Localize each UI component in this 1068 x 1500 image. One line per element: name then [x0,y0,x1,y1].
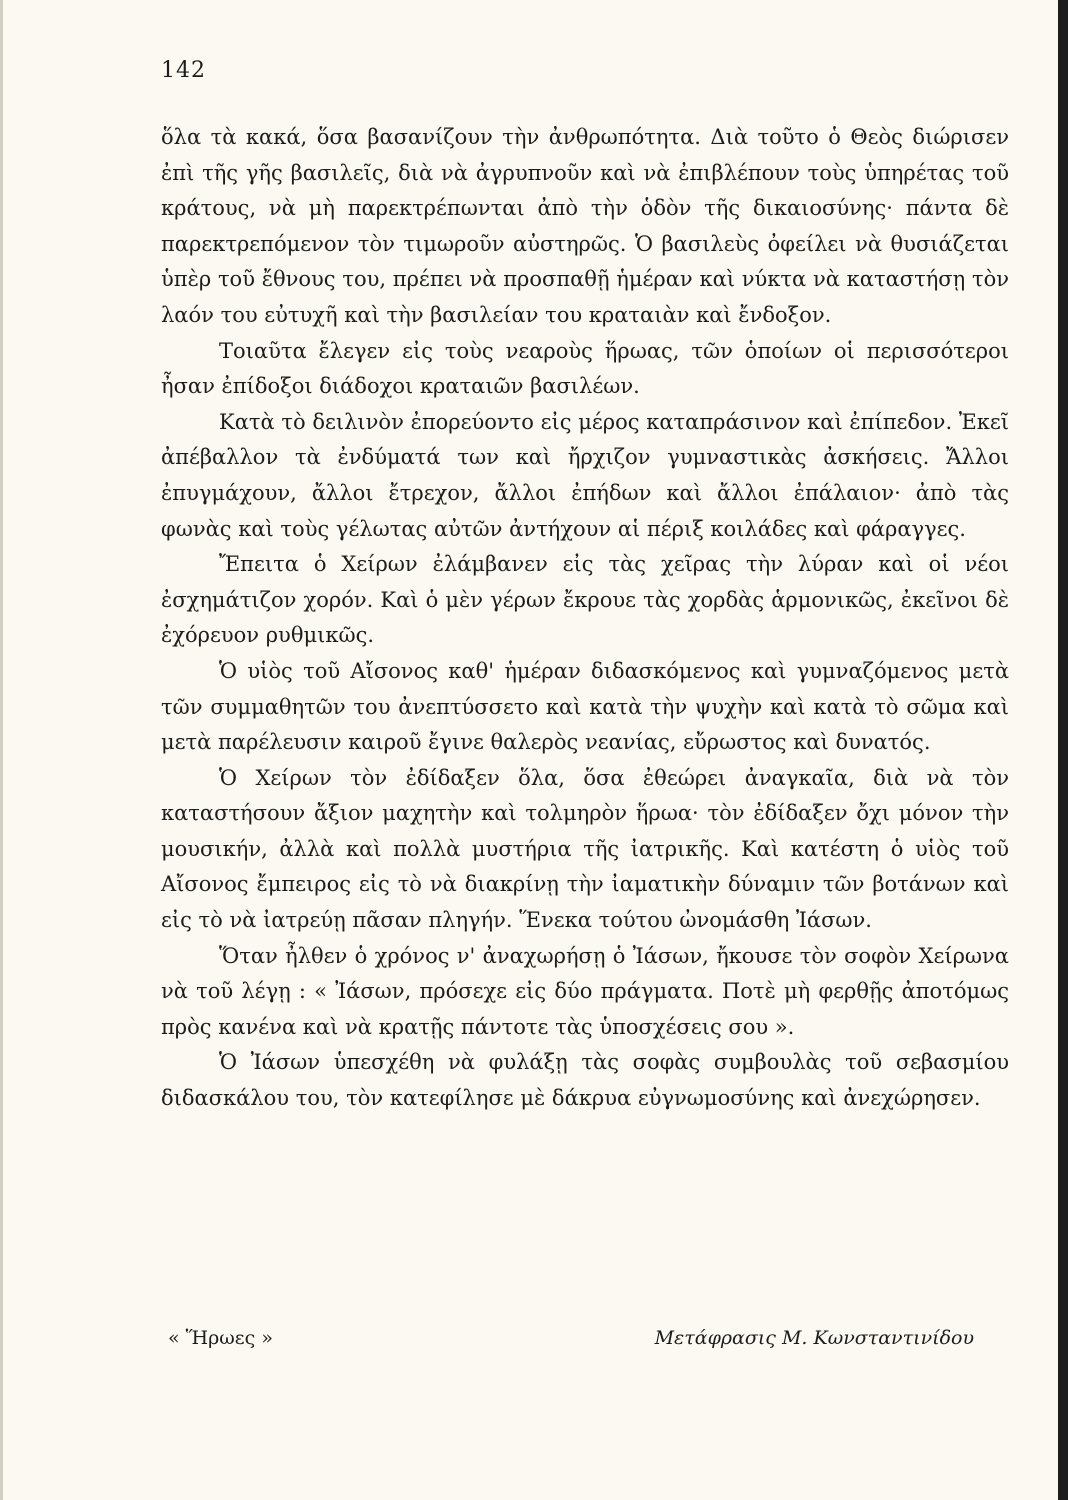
paragraph: Ὁ Ἰάσων ὑπεσχέθη νὰ φυλάξῃ τὰς σοφὰς συμβουλὰς τοῦ σεβασμίου διδασκάλου του, τὸν κατεφίλησε μὲ δάκρυα εὐγνωμοσύνης καὶ ἀνεχώρησεν. [161,1050,1009,1111]
page-number: 142 [161,58,206,83]
paragraph: Ὁ υἱὸς τοῦ Αἴσονος καθ' ἡμέραν διδασκόμενος καὶ γυμναζόμενος μετὰ τῶν συμμαθητῶν του ἀνεπτύσσετο καὶ κατὰ τὴν ψυχὴν καὶ κατὰ τὸ σῶμα καὶ μετὰ παρέλευσιν καιροῦ ἔγινε θαλερὸς νεανίας, εὔρωστος καὶ δυνατός. [161,658,1009,755]
paragraph: Ὁ Χείρων τὸν ἐδίδαξεν ὅλα, ὅσα ἐθεώρει ἀναγκαῖα, διὰ νὰ τὸν καταστήσουν ἄξιον μαχητὴν καὶ τολμηρὸν ἥρωα· τὸν ἐδίδαξεν ὄχι μόνον τὴν μουσικήν, ἀλλὰ καὶ πολλὰ μυστήρια τῆς ἰατρικῆς. Καὶ κατέστη ὁ υἱὸς τοῦ Αἴσονος ἔμπειρος εἰς τὸ νὰ διακρίνῃ τὴν ἰαματικὴν δύναμιν τῶν βοτάνων καὶ εἰς τὸ νὰ ἰατρεύῃ πᾶσαν πληγήν. Ἕνεκα τούτου ὠνομάσθη Ἰάσων. [161,765,1009,933]
translator-credit: Μετάφρασις Μ. Κωνσταντινίδου [654,1327,974,1349]
paragraph-continued: ὅλα τὰ κακά, ὅσα βασανίζουν τὴν ἀνθρωπότητα. Διὰ τοῦτο ὁ Θεὸς διώρισεν ἐπὶ τῆς γῆς βασιλεῖς, διὰ νὰ ἀγρυπνοῦν καὶ νὰ ἐπιβλέπουν τοὺς ὑπηρέτας τοῦ κράτους, νὰ μὴ παρεκτρέπωνται ἀπὸ τὴν ὁδὸν τῆς δικαιοσύνης· πάντα δὲ παρεκτρεπόμενον τὸν τιμωροῦν αὐστηρῶς. Ὁ βασιλεὺς ὀφείλει νὰ θυσιάζεται ὑπὲρ τοῦ ἔθνους του, πρέπει νὰ προσπαθῇ ἡμέραν καὶ νύκτα νὰ καταστήσῃ τὸν λαόν του εὐτυχῆ καὶ τὴν βασιλείαν του κραταιὰν καὶ ἔνδοξον. [161,125,1009,327]
paragraph: Ὅταν ἦλθεν ὁ χρόνος ν' ἀναχωρήσῃ ὁ Ἰάσων, ἤκουσε τὸν σοφὸν Χείρωνα νὰ τοῦ λέγῃ : « Ἰάσων, πρόσεχε εἰς δύο πράγματα. Ποτὲ μὴ φερθῇς ἀποτόμως πρὸς κανένα καὶ νὰ κρατῇς πάντοτε τὰς ὑποσχέσεις σου ». [161,943,1009,1039]
paragraph: Τοιαῦτα ἔλεγεν εἰς τοὺς νεαροὺς ἥρωας, τῶν ὁποίων οἱ περισσότεροι ἦσαν ἐπίδοξοι διάδοχοι κραταιῶν βασιλέων. [161,338,1009,399]
source-title: « Ἥρωες » [168,1327,273,1349]
paragraph: Κατὰ τὸ δειλινὸν ἐπορεύοντο εἰς μέρος καταπράσινον καὶ ἐπίπεδον. Ἐκεῖ ἀπέβαλλον τὰ ἐνδύματά των καὶ ἤρχιζον γυμναστικὰς ἀσκήσεις. Ἄλλοι ἐπυγμάχουν, ἄλλοι ἔτρεχον, ἄλλοι ἐπήδων καὶ ἄλλοι ἐπάλαιον· ἀπὸ τὰς φωνὰς καὶ τοὺς γέλωτας αὐτῶν ἀντήχουν αἱ πέριξ κοιλάδες καὶ φάραγγες. [161,409,1009,541]
body-text [161,120,1009,1117]
paragraph: Ἔπειτα ὁ Χείρων ἐλάμβανεν εἰς τὰς χεῖρας τὴν λύραν καὶ οἱ νέοι ἐσχημάτιζον χορόν. Καὶ ὁ μὲν γέρων ἔκρουε τὰς χορδὰς ἁρμονικῶς, ἐκεῖνοι δὲ ἐχόρευον ρυθμικῶς. [161,552,1009,648]
footer [168,1327,974,1363]
